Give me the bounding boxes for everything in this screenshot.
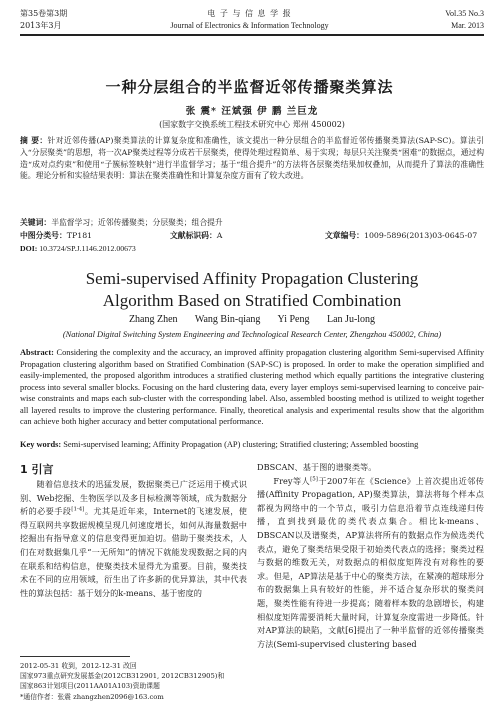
intro-left-text-1: 随着信息技术的迅猛发展，数据聚类已广泛运用于模式识别、Web挖掘、生物医学以及多目标检测等领域，成为数据分析的必要手段	[20, 479, 247, 517]
clc-value: TP181	[66, 231, 93, 240]
intro-left-text-2: 。尤其是近年来，Internet的飞速发展，使得互联网共享数据规模呈现几何速度增长，如何从海量数据中挖掘出有指导意义的信息变得更加迫切。借助于聚类技术，人们在对数据集几乎“一无所知”的情况下就能发现数据之间的内在联系和结构信息，使聚类技术显得尤为重要。目前，聚类技术在不同的应用领域，衍生出了许多新的优异算法，其中代表性的算法包括：基于划分的k-means、基于密度的	[20, 506, 247, 598]
header-date-en: Mar. 2013	[451, 21, 484, 30]
abstract-label-cn: 摘 要：	[20, 136, 48, 145]
keywords-text-en: Semi-supervised learning; Affinity Propagation (AP) clustering; Stratified clustering; Assembled boosting	[63, 440, 419, 449]
citation-5: [5]	[310, 475, 318, 482]
footnote-rule	[20, 656, 130, 657]
clc-line	[20, 230, 92, 242]
clc-label: 中图分类号：	[20, 231, 67, 240]
keywords-en	[20, 439, 484, 451]
intro-right-text-2b: 于2007年在《Science》上首次提出近邻传播(Affinity Propagation, AP)聚类算法，算法将每个样本点都视为网络中的一个节点，吸引力信息沿着节点连线递归传播，直到找到最优的类代表点集合。相比k-means、DBSCAN以及谱聚类，AP算法将所有的数据点作为候选类代表点，避免了聚类结果受限于初始类代表点的选择；聚类过程与数据的维数无关，对数据点的相似度矩阵没有对称性的要求。但是，AP算法是基于中心的聚类方法，在紧凑的超球形分布的数据集上具有较好的性能，并不适合复杂形状的聚类问题，聚类性能有待进一步提高；随着样本数的急剧增长，构建相似度矩阵需要消耗大量时间，计算复杂度需进一步降低。针对AP算法的缺陷，文献[6]提出了一种半监督的近邻传播聚类方法(Semi-supervised clustering based	[257, 475, 484, 649]
doc-code-label: 文献标识码：	[170, 231, 217, 240]
footnote-funding-2: 国家863计划项目(2011AA01A103)资助课题	[20, 682, 160, 691]
abstract-text-en: Considering the complexity and the accuracy, an improved affinity propagation clustering algorithm Semi-supervised Affinity Propagation clustering algorithm based on Stratified Combination (SAP-SC) is proposed. In order to make the operation simplified and easily-implemented, the proposed algorithm introduces a stratified clustering method which equally partitions the integrative clustering process into several smaller blocks. Focusing on the hard clustering data, every layer employs semi-supervised learning to conceive pair-wise constraints and maps each sub-cluster with the corresponding label. Also, assembled boosting method is utilized to weight together all layered results to improve the clustering performance. Finally, theoretical analysis and experimental results show that the algorithm can achieve both higher accuracy and better computational performance.	[20, 348, 485, 426]
header-journal-en: Journal of Electronics & Information Technology	[170, 21, 329, 30]
doi-value: 10.3724/SP.J.1146.2012.00673	[39, 244, 136, 253]
authors-cn: 张 震* 汪斌强 伊 鹏 兰巨龙	[185, 106, 319, 117]
doi-label: DOI:	[20, 244, 38, 253]
header-vol-issue-en: Vol.35 No.3	[445, 9, 484, 18]
article-title-en-line1: Semi-supervised Affinity Propagation Clustering	[85, 269, 419, 288]
intro-right-column	[257, 461, 484, 651]
doc-code-line	[170, 230, 222, 242]
intro-right-paragraph-2	[257, 475, 484, 652]
abstract-cn	[20, 135, 484, 182]
intro-right-text-1: DBSCAN、基于图的谱聚类等。	[257, 462, 377, 472]
header-vol-issue-cn: 第35卷第3期	[20, 9, 68, 18]
footnotes	[20, 661, 224, 702]
keywords-label-en: Key words:	[20, 440, 62, 449]
intro-left-column	[20, 478, 247, 600]
authors-en: Zhang Zhen Wang Bin-qiang Yi Peng Lan Ju-long	[128, 314, 376, 325]
footnote-corresponding-author: *通信作者：张震 zhangzhen2096@163.com	[20, 692, 164, 701]
abstract-label-en: Abstract:	[20, 348, 54, 357]
abstract-en	[20, 347, 484, 428]
article-no-label: 文章编号：	[325, 231, 364, 240]
footnote-funding-1: 国家973重点研究发展基金(2012CB312901, 2012CB312905)和	[20, 672, 225, 681]
keywords-text-cn: 半监督学习；近邻传播聚类；分层聚类；组合提升	[51, 218, 223, 227]
affiliation-cn: (国家数字交换系统工程技术研究中心 郑州 450002)	[159, 120, 345, 129]
article-no-line	[325, 230, 477, 242]
article-title-en-line2: Algorithm Based on Stratified Combination	[102, 291, 402, 310]
doc-code-value: A	[216, 231, 223, 240]
footnote-received: 2012-05-31 收到，2012-12-31 改回	[20, 662, 137, 670]
doi-line	[20, 243, 136, 255]
keywords-cn	[20, 217, 484, 229]
article-no-value: 1009-5896(2013)03-0645-07	[363, 231, 478, 240]
affiliation-en: (National Digital Switching System Engineering and Technological Research Center, Zhengzhou 450002, China)	[62, 330, 442, 339]
header-journal-cn: 电 子 与 信 息 学 报	[207, 9, 292, 18]
abstract-text-cn: 针对近邻传播(AP)聚类算法的计算复杂度和准确性，该文提出一种分层组合的半监督近邻传播聚类算法(SAP-SC)。算法引入“分层聚类”的思想，将一次AP聚类过程等分成若干层聚类，使得处理过程简单、易于实现；每层只关注聚类“困难”的数据点，通过构造“成对点约束”和使用“子簇标签映射”进行半监督学习；基于“组合提升”的方法将各层聚类结果加权叠加，从而提升了算法的准确性能。理论分析和实验结果表明：算法在聚类准确性和计算复杂度方面有了较大改进。	[20, 136, 484, 181]
section-heading-intro: 1 引言	[20, 463, 54, 476]
keywords-label-cn: 关键词：	[20, 218, 52, 227]
citation-1-4: [1-4]	[71, 506, 85, 513]
header-rule	[20, 34, 484, 36]
header-date-cn: 2013年3月	[20, 21, 62, 30]
article-title-cn: 一种分层组合的半监督近邻传播聚类算法	[105, 78, 394, 96]
intro-right-text-2a: Frey等人	[273, 475, 311, 486]
